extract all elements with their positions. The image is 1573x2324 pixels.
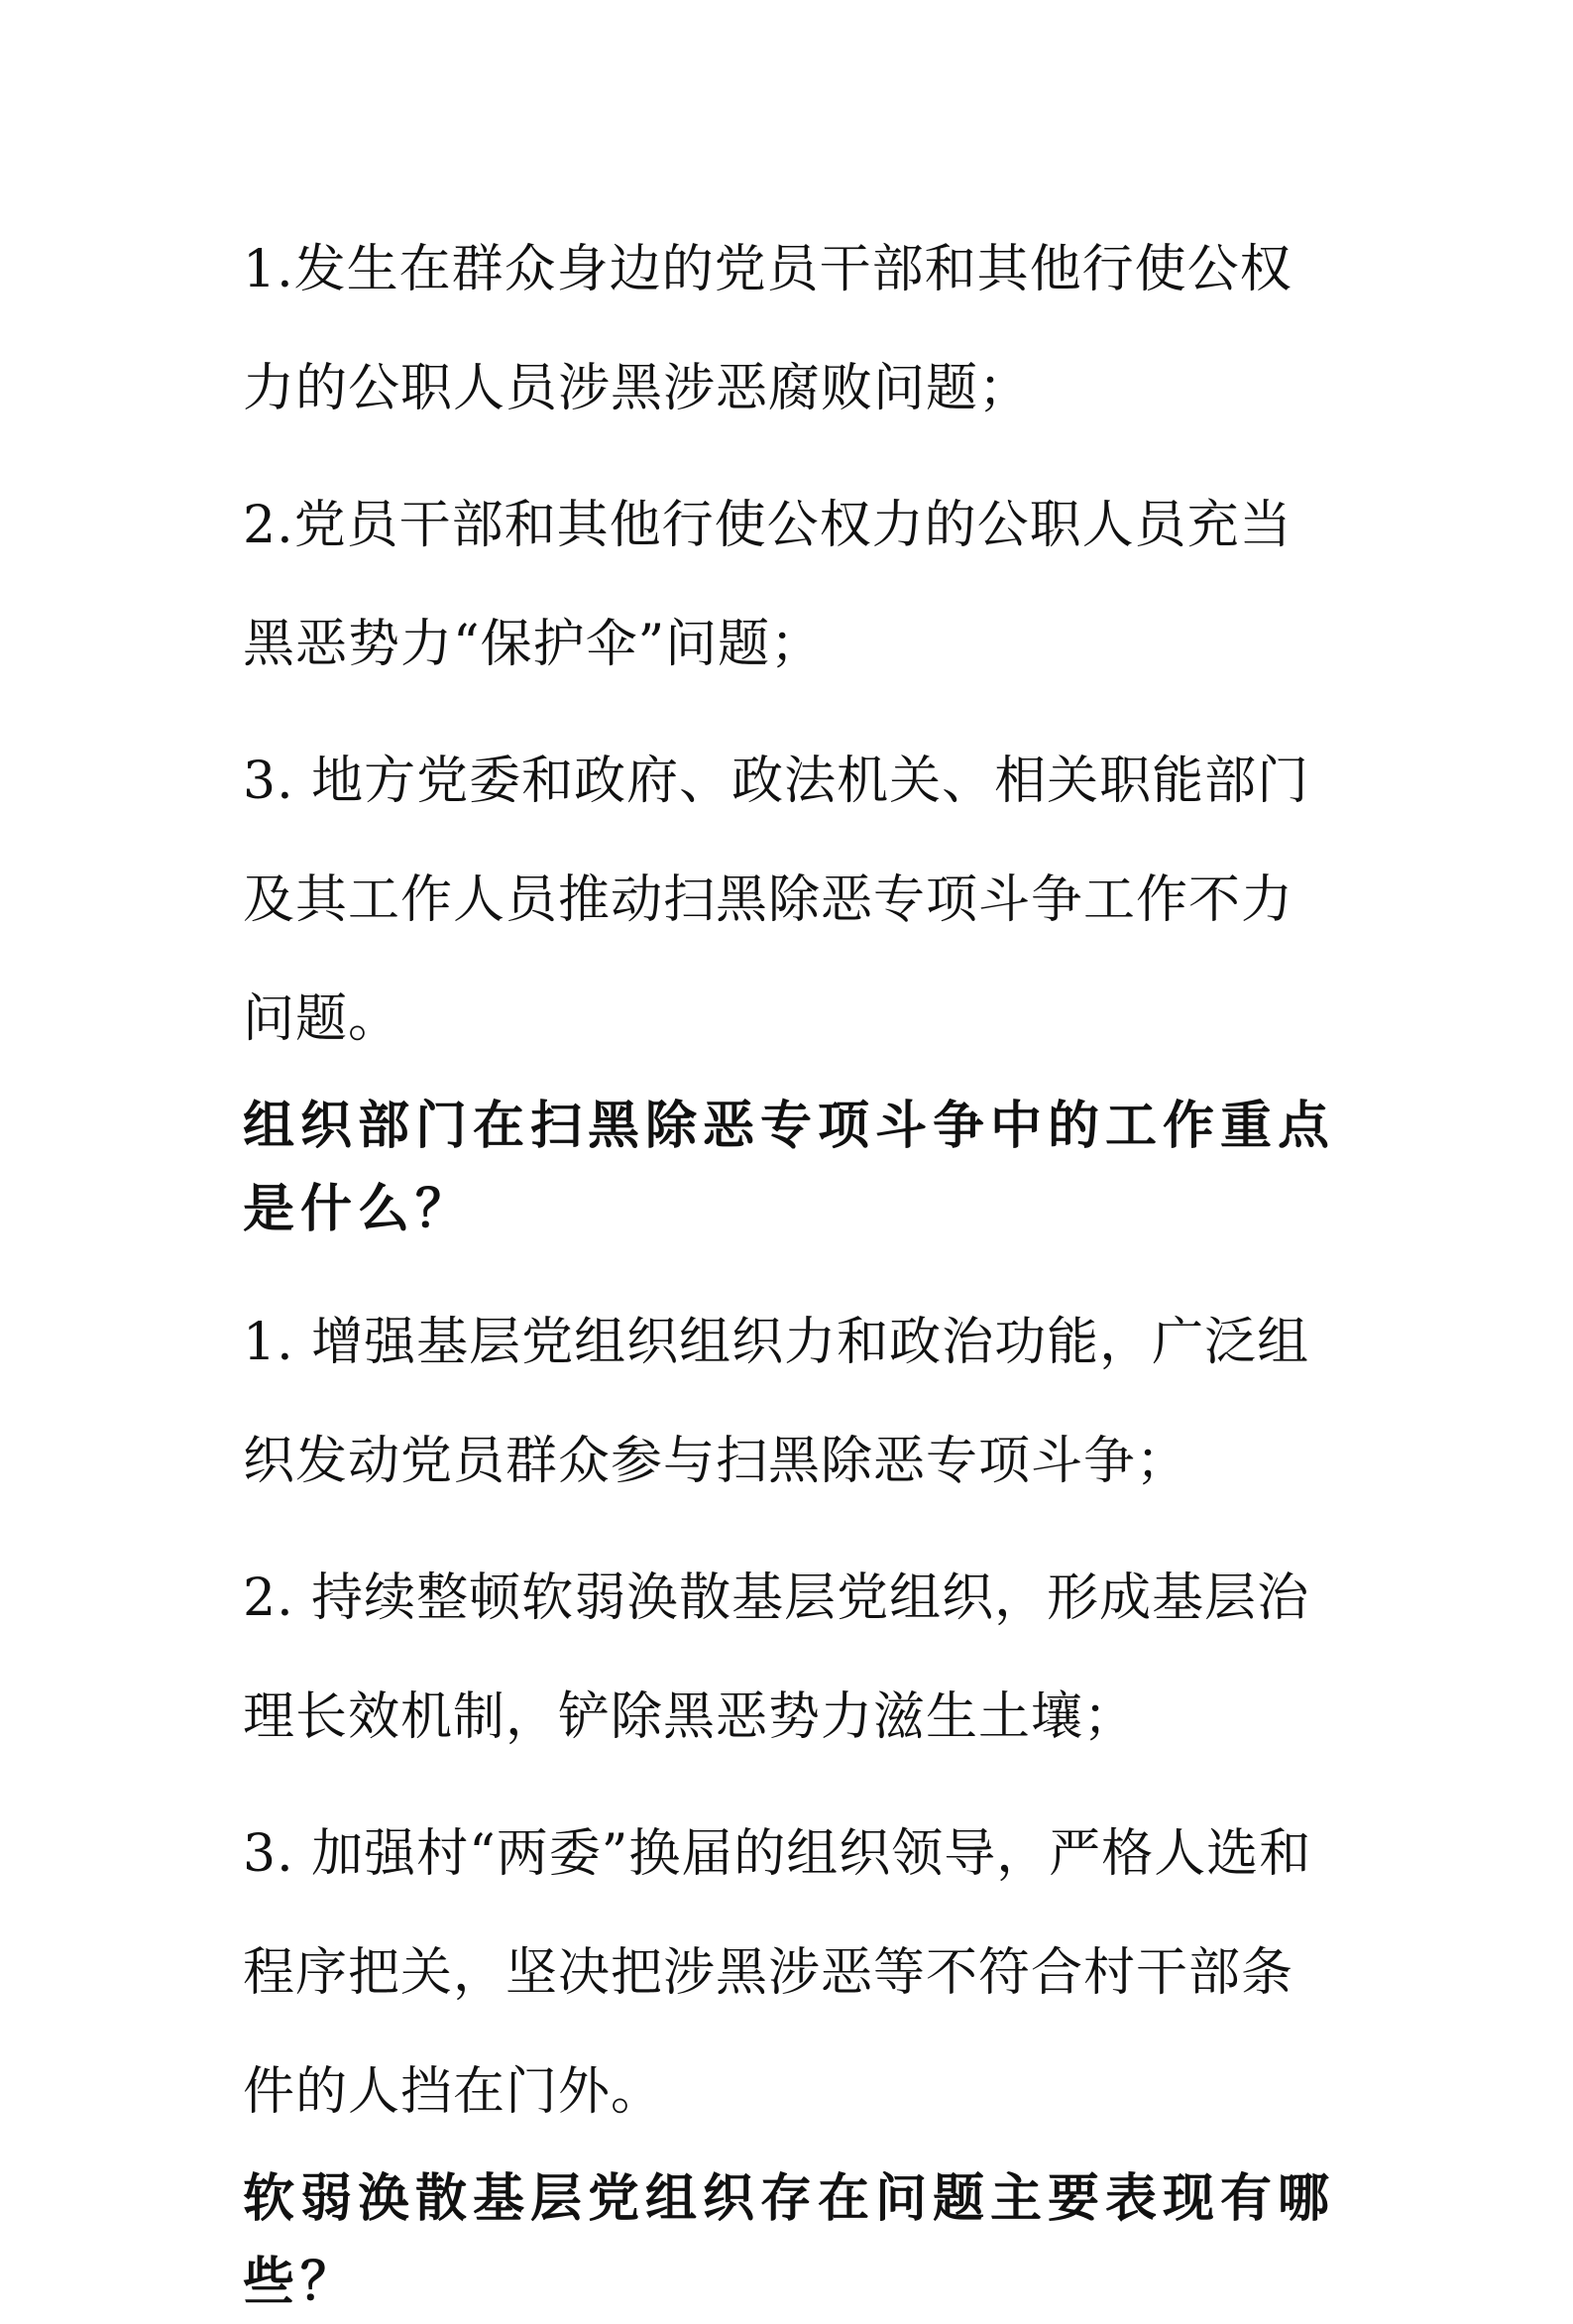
- paragraph-1-3: 3. 地方党委和政府、政法机关、相关职能部门及其工作人员推动扫黑除恶专项斗争工作不力问题。: [243, 752, 1310, 1049]
- paragraph-1-2: 2.党员干部和其他行使公权力的公职人员充当黑恶势力“保护伞”问题；: [243, 496, 1292, 674]
- paragraph-2-3: 3. 加强村“两委”换届的组织领导，严格人选和程序把关，坚决把涉黑涉恶等不符合村干部条件的人挡在门外。: [243, 1824, 1312, 2122]
- paragraph-2-2: 2. 持续整顿软弱涣散基层党组织，形成基层治理长效机制，铲除黑恶势力滋生土壤；: [243, 1569, 1310, 1747]
- paragraph-2-1: 1. 增强基层党组织组织力和政治功能，广泛组织发动党员群众参与扫黑除恶专项斗争；: [243, 1313, 1310, 1491]
- paragraph-1-1: 1.发生在群众身边的党员干部和其他行使公权力的公职人员涉黑涉恶腐败问题；: [243, 240, 1292, 418]
- document-body: [243, 210, 1343, 2324]
- section-heading-2: 软弱涣散基层党组织存在问题主要表现有哪些？: [243, 2168, 1336, 2312]
- section-heading-1: 组织部门在扫黑除恶专项斗争中的工作重点是什么？: [243, 1096, 1336, 1239]
